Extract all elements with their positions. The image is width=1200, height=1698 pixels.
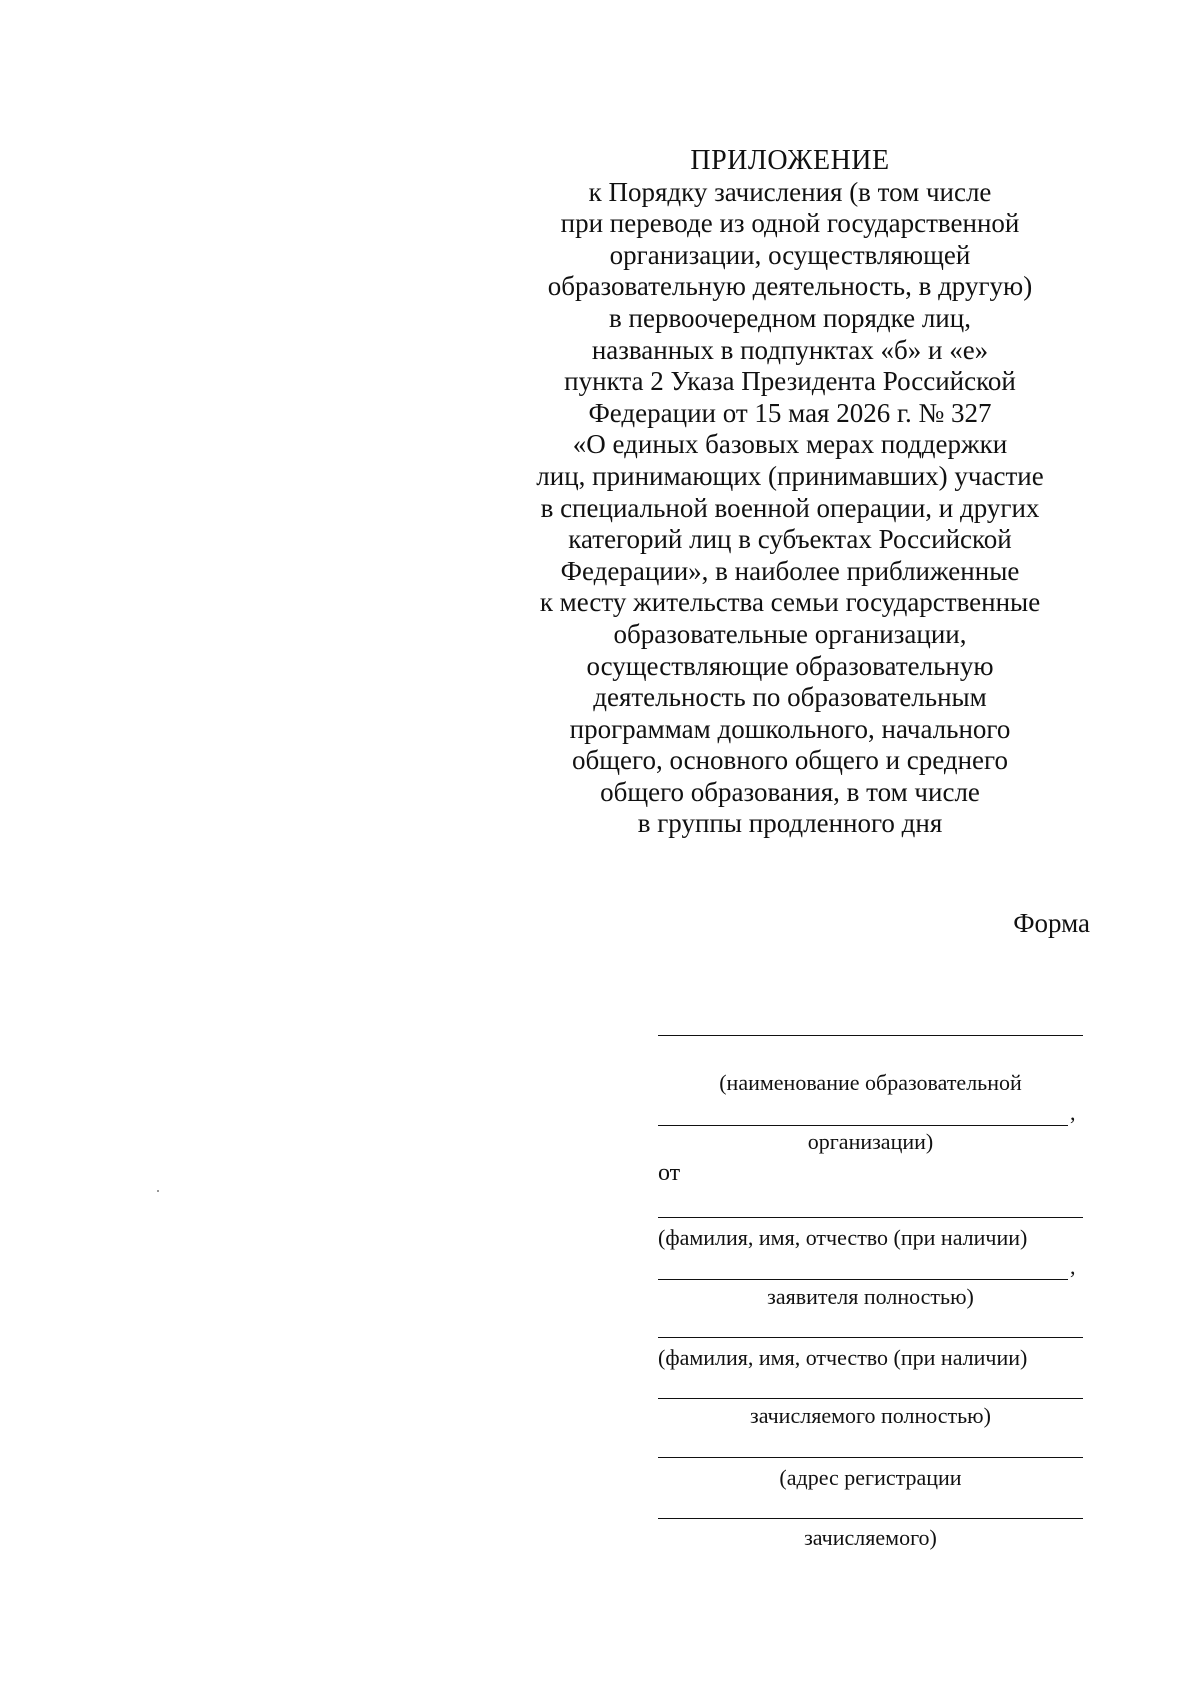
appendix-line: общего образования, в том числе bbox=[600, 776, 980, 807]
appendix-line: при переводе из одной государственной bbox=[560, 208, 1020, 239]
appendix-line: к Порядку зачисления (в том числе bbox=[588, 176, 992, 207]
appendix-line: Федерации», в наиболее приближенные bbox=[560, 555, 1020, 586]
address-caption-1: (адрес регистрации bbox=[779, 1465, 962, 1490]
org-name-line-2[interactable] bbox=[658, 1125, 1068, 1126]
appendix-line: осуществляющие образовательную bbox=[586, 650, 994, 681]
org-name-line-1[interactable] bbox=[658, 1035, 1083, 1036]
applicant-name-line-2[interactable] bbox=[658, 1279, 1068, 1280]
address-caption-2: зачисляемого) bbox=[804, 1525, 937, 1550]
appendix-line: деятельность по образовательным bbox=[593, 682, 987, 713]
appendix-line: Федерации от 15 мая 2026 г. № 327 bbox=[588, 397, 992, 428]
scan-speck bbox=[157, 1190, 159, 1192]
appendix-line: образовательные организации, bbox=[613, 618, 967, 649]
applicant-caption-2: заявителя полностью) bbox=[767, 1284, 974, 1309]
address-line-2[interactable] bbox=[658, 1518, 1083, 1519]
appendix-title: ПРИЛОЖЕНИЕ bbox=[690, 145, 890, 176]
form-label: Форма bbox=[1013, 908, 1090, 938]
applicant-caption-1: (фамилия, имя, отчество (при наличии) bbox=[658, 1225, 1028, 1250]
appendix-line: лиц, принимающих (принимавших) участие bbox=[536, 460, 1044, 491]
appendix-line: в группы продленного дня bbox=[637, 808, 943, 839]
enrollee-name-line-2[interactable] bbox=[658, 1398, 1083, 1399]
appendix-line: пункта 2 Указа Президента Российской bbox=[564, 366, 1016, 397]
applicant-name-line-1[interactable] bbox=[658, 1217, 1083, 1218]
appendix-line: образовательную деятельность, в другую) bbox=[547, 271, 1033, 302]
org-name-comma: , bbox=[1070, 1100, 1076, 1125]
appendix-line: общего, основного общего и среднего bbox=[572, 745, 1008, 776]
applicant-comma: , bbox=[1070, 1254, 1076, 1279]
from-label: от bbox=[658, 1160, 681, 1186]
appendix-line: «О единых базовых мерах поддержки bbox=[572, 429, 1008, 460]
appendix-header bbox=[460, 145, 1120, 840]
appendix-line: категорий лиц в субъектах Российской bbox=[568, 524, 1012, 555]
appendix-line: программам дошкольного, начального bbox=[569, 713, 1011, 744]
org-name-caption-2: организации) bbox=[807, 1129, 934, 1154]
appendix-line: в первоочередном порядке лиц, bbox=[609, 302, 971, 333]
appendix-line: к месту жительства семьи государственные bbox=[539, 587, 1041, 618]
enrollee-name-line-1[interactable] bbox=[658, 1337, 1083, 1338]
enrollee-caption-1: (фамилия, имя, отчество (при наличии) bbox=[658, 1345, 1028, 1370]
enrollee-caption-2: зачисляемого полностью) bbox=[750, 1403, 991, 1428]
appendix-line: названных в подпунктах «б» и «е» bbox=[591, 334, 989, 365]
org-name-caption-1: (наименование образовательной bbox=[719, 1070, 1022, 1095]
address-line-1[interactable] bbox=[658, 1457, 1083, 1458]
appendix-line: организации, осуществляющей bbox=[609, 239, 971, 270]
appendix-line: в специальной военной операции, и других bbox=[540, 492, 1040, 523]
